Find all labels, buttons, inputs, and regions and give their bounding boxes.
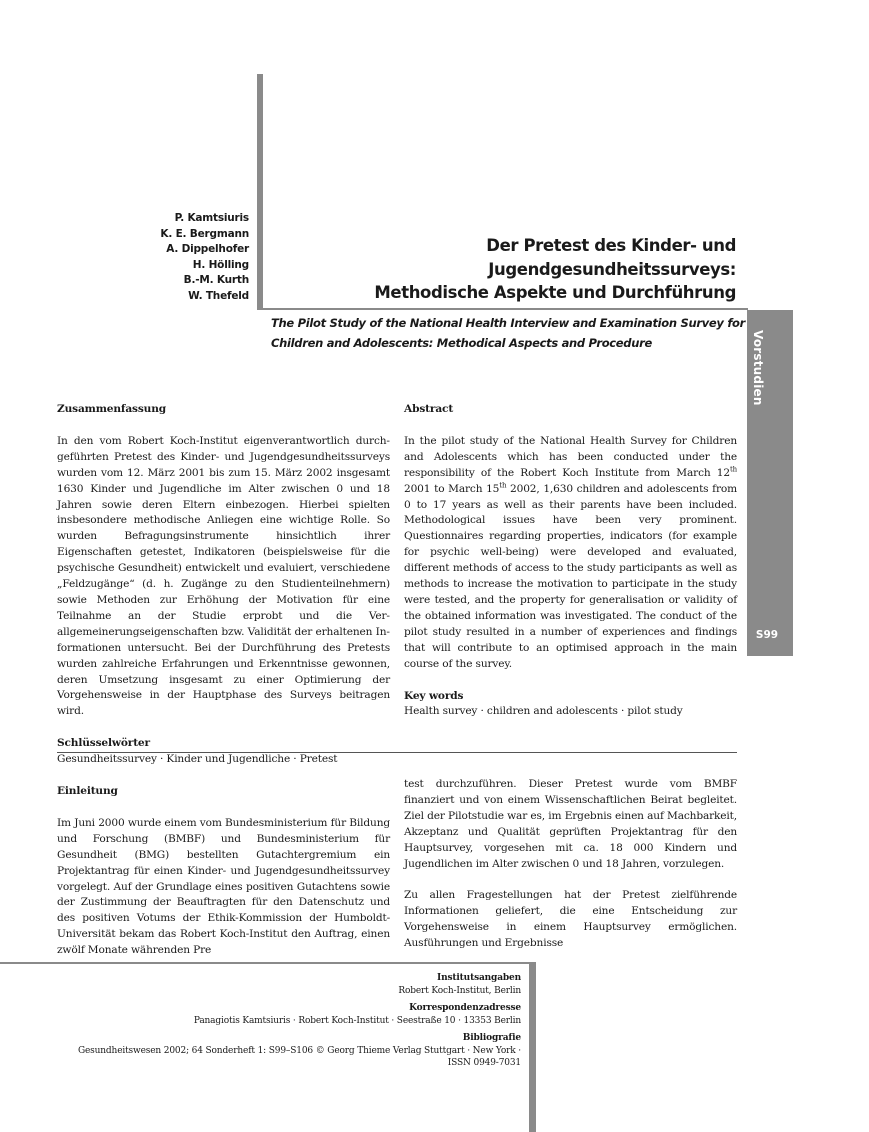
author: A. Dippelhofer xyxy=(166,243,249,256)
footer-vertical-bar xyxy=(529,962,536,1132)
author: W. Thefeld xyxy=(188,289,249,302)
keywords-text: Health survey · children and adolescents · pilot study xyxy=(404,705,683,718)
author: H. Hölling xyxy=(192,258,249,271)
info-text: Gesundheitswesen 2002; 64 Sonderheft 1: S99–S106 © Georg Thieme Verlag Stuttgart · New York · xyxy=(77,1045,521,1056)
title-line: Der Pretest des Kinder- und xyxy=(486,236,736,255)
author: B.-M. Kurth xyxy=(183,274,249,287)
article-title xyxy=(374,234,736,305)
section-tab-label: Vorstudien xyxy=(751,330,765,406)
info-text: Robert Koch-Institut, Berlin xyxy=(398,985,521,996)
author-list xyxy=(160,211,249,305)
abstract-section xyxy=(404,402,737,720)
author: K. E. Bergmann xyxy=(160,227,249,240)
info-heading: Institutsangaben xyxy=(437,973,521,983)
info-heading: Bibliografie xyxy=(462,1033,521,1043)
author: P. Kamtsiuris xyxy=(174,212,249,224)
section-heading: Zusammenfassung xyxy=(57,403,167,415)
footer-rule xyxy=(0,962,529,964)
einleitung-text: Im Juni 2000 wurde einem vom Bundesministerium für Bildung und Forschung (BMBF) und Bundesministerium für Gesundheit (BMG) bestellten Gutachtergremium ein Projektantrag für einen Kinder- und Jugendgesundheitssurvey vorgelegt. Auf der Grundlage eines positiven Gutachtens sowie der Zustimmung der Beauftragten für den Datenschutz und des positiven Votums der Ethik-Kommission der Humboldt-Universität bekam das Robert Koch-Institut den Auftrag, einen zwölf Monate währenden Pre xyxy=(57,816,390,957)
einleitung-text: test durchzuführen. Dieser Pretest wurde vom BMBF finanziert und von einem Wissenschaftlichen Beirat begleitet. Ziel der Pilotstudie war es, im Ergebnis einen auf Machbarkeit, Akzeptanz und Qualität geprüften Projektantrag für den Hauptsurvey, vorgesehen mit ca. 18 000 Kindern und Jugendlichen im Alter zwischen 0 und 18 Jahren, vorzulegen. xyxy=(404,778,737,870)
einleitung-section xyxy=(57,784,390,959)
keywords-heading: Key words xyxy=(404,689,464,702)
subtitle-line: Children and Adolescents: Methodical Aspects and Procedure xyxy=(271,335,653,350)
zusammenfassung-section xyxy=(57,402,390,768)
keywords-text: Gesundheitssurvey · Kinder und Jugendliche · Pretest xyxy=(57,753,338,766)
einleitung-continuation xyxy=(404,777,737,952)
info-heading: Korrespondenzadresse xyxy=(409,1003,521,1013)
title-line: Methodische Aspekte und Durchführung xyxy=(374,283,736,302)
section-divider xyxy=(57,752,737,753)
article-info-box xyxy=(78,972,521,1070)
info-text: ISSN 0949-7031 xyxy=(447,1058,521,1068)
keywords-heading: Schlüsselwörter xyxy=(57,737,150,750)
section-heading: Abstract xyxy=(404,403,454,415)
english-title xyxy=(271,314,746,353)
section-heading: Einleitung xyxy=(57,785,118,797)
abstract-text: In the pilot study of the National Health Survey for Children and Adolescents which has been conducted under the responsibility of the Robert Koch Institute from March 12th 2001 to March 15th 2002, 1,630 children and adolescents from 0 to 17 years as well as their parents have been included. Methodological issues have been very prominent. Questionnaires regarding properties, indicators (for example for psychic well-being) were developed and evaluated, different methods of access to the study participants as well as methods to increase the motivation to participate in the study were tested, and the property for generalisation or validity of the obtained information was investigated. The conduct of the pilot study resulted in a number of experiences and findings that will contribute to an optimised approach in the main course of the survey. xyxy=(404,434,737,670)
zusammenfassung-text: In den vom Robert Koch-Institut eigenverantwortlich durchgeführten Pretest des Kinder- und Jugendgesundheitssurveys wurden vom 12. März 2001 bis zum 15. März 2002 insgesamt 1630 Kinder und Jugendliche im Alter zwischen 0 und 18 Jahren sowie deren Eltern einbezogen. Hierbei spielten insbesondere methodische Anliegen eine wichtige Rolle. So wurden Befragungsinstrumente hinsichtlich ihrer Eigenschaften getestet, Indikatoren (beispielsweise für die psychische Gesundheit) entwickelt und evaluiert, verschiedene „Feldzugänge“ (d. h. Zugänge zu den Studienteilnehmern) sowie Methoden zur Erhöhung der Motivation für eine Teilnahme an der Studie erprobt und die Verallgemeinerungseigenschaften bzw. Validität der erhaltenen Informationen untersucht. Bei der Durchführung des Pretests wurden zahlreiche Erfahrungen und Erkenntnisse gewonnen, deren Umsetzung insgesamt zu einer Optimierung der Vorgehensweise in der Hauptphase des Surveys beitragen wird. xyxy=(57,434,390,718)
title-line: Jugendgesundheitssurveys: xyxy=(488,259,736,279)
header-rule xyxy=(263,308,748,310)
header-vertical-bar xyxy=(257,74,263,310)
subtitle-line: The Pilot Study of the National Health Interview and Examination Survey for xyxy=(271,316,746,330)
page-number: S99 xyxy=(755,629,779,641)
info-text: Panagiotis Kamtsiuris · Robert Koch-Institut · Seestraße 10 · 13353 Berlin xyxy=(193,1015,521,1026)
einleitung-text: Zu allen Fragestellungen hat der Pretest zielführende Informationen geliefert, die eine Entscheidung zur Vorgehensweise in einem Hauptsurvey ermöglichen. Ausführungen und Ergebnisse xyxy=(404,889,737,950)
